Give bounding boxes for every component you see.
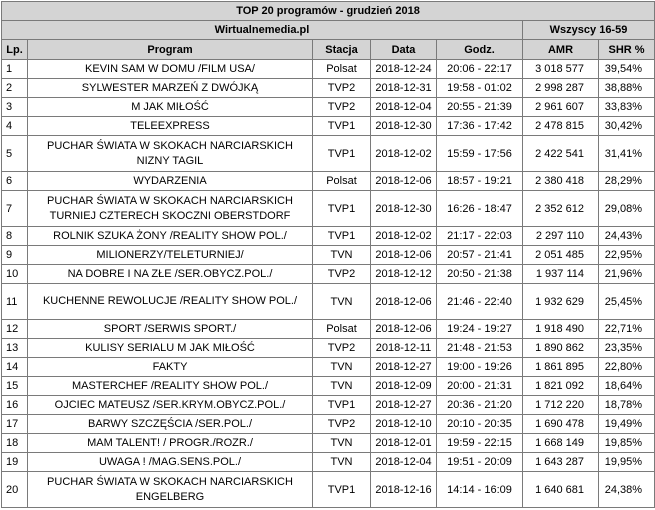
table-body: [2, 60, 655, 508]
cell-stacja: TVP2: [313, 98, 371, 117]
cell-stacja: TVN: [313, 453, 371, 472]
cell-shr: 25,45%: [599, 284, 655, 320]
cell-amr: 3 018 577: [523, 60, 599, 79]
cell-amr: 1 690 478: [523, 415, 599, 434]
cell-godz: 20:36 - 21:20: [437, 396, 523, 415]
cell-shr: 19,49%: [599, 415, 655, 434]
cell-shr: 24,38%: [599, 472, 655, 508]
cell-program: SPORT /SERWIS SPORT./: [28, 320, 313, 339]
cell-shr: 22,71%: [599, 320, 655, 339]
table-row: [2, 339, 655, 358]
cell-data: 2018-12-06: [371, 246, 437, 265]
cell-program: NA DOBRE I NA ZŁE /SER.OBYCZ.POL./: [28, 265, 313, 284]
cell-program: TELEEXPRESS: [28, 117, 313, 136]
cell-data: 2018-12-27: [371, 358, 437, 377]
cell-godz: 16:26 - 18:47: [437, 191, 523, 227]
cell-stacja: TVP2: [313, 79, 371, 98]
cell-amr: 2 478 815: [523, 117, 599, 136]
cell-lp: 14: [2, 358, 28, 377]
cell-data: 2018-12-30: [371, 117, 437, 136]
table-row: [2, 265, 655, 284]
cell-program: M JAK MIŁOŚĆ: [28, 98, 313, 117]
table-row: [2, 358, 655, 377]
cell-lp: 6: [2, 172, 28, 191]
table-row: [2, 172, 655, 191]
cell-lp: 16: [2, 396, 28, 415]
cell-program: KEVIN SAM W DOMU /FILM USA/: [28, 60, 313, 79]
table-row: [2, 227, 655, 246]
column-header-godz: Godz.: [437, 40, 523, 60]
cell-data: 2018-12-12: [371, 265, 437, 284]
table-row: [2, 396, 655, 415]
table-row: [2, 98, 655, 117]
cell-shr: 18,78%: [599, 396, 655, 415]
cell-data: 2018-12-10: [371, 415, 437, 434]
cell-amr: 1 937 114: [523, 265, 599, 284]
column-header-amr: AMR: [523, 40, 599, 60]
cell-program: KUCHENNE REWOLUCJE /REALITY SHOW POL./: [28, 284, 313, 320]
cell-lp: 11: [2, 284, 28, 320]
table-row: [2, 60, 655, 79]
cell-godz: 19:51 - 20:09: [437, 453, 523, 472]
cell-stacja: Polsat: [313, 320, 371, 339]
cell-amr: 2 422 541: [523, 136, 599, 172]
cell-lp: 3: [2, 98, 28, 117]
cell-data: 2018-12-24: [371, 60, 437, 79]
cell-shr: 38,88%: [599, 79, 655, 98]
table-row: [2, 191, 655, 227]
cell-shr: 19,95%: [599, 453, 655, 472]
cell-shr: 39,54%: [599, 60, 655, 79]
cell-shr: 24,43%: [599, 227, 655, 246]
cell-godz: 15:59 - 17:56: [437, 136, 523, 172]
cell-amr: 1 821 092: [523, 377, 599, 396]
cell-amr: 1 890 862: [523, 339, 599, 358]
cell-data: 2018-12-31: [371, 79, 437, 98]
cell-shr: 31,41%: [599, 136, 655, 172]
cell-godz: 19:00 - 19:26: [437, 358, 523, 377]
cell-program: BARWY SZCZĘŚCIA /SER.POL./: [28, 415, 313, 434]
cell-data: 2018-12-02: [371, 227, 437, 246]
cell-amr: 1 643 287: [523, 453, 599, 472]
cell-godz: 19:59 - 22:15: [437, 434, 523, 453]
cell-program: MILIONERZY/TELETURNIEJ/: [28, 246, 313, 265]
cell-data: 2018-12-11: [371, 339, 437, 358]
cell-amr: 2 380 418: [523, 172, 599, 191]
cell-amr: 1 918 490: [523, 320, 599, 339]
table-row: [2, 320, 655, 339]
table-row: [2, 284, 655, 320]
cell-data: 2018-12-06: [371, 284, 437, 320]
cell-lp: 2: [2, 79, 28, 98]
cell-amr: 2 297 110: [523, 227, 599, 246]
cell-godz: 14:14 - 16:09: [437, 472, 523, 508]
cell-data: 2018-12-04: [371, 98, 437, 117]
cell-amr: 1 640 681: [523, 472, 599, 508]
cell-shr: 28,29%: [599, 172, 655, 191]
cell-shr: 30,42%: [599, 117, 655, 136]
cell-godz: 20:55 - 21:39: [437, 98, 523, 117]
cell-program: UWAGA ! /MAG.SENS.POL./: [28, 453, 313, 472]
cell-lp: 8: [2, 227, 28, 246]
cell-lp: 19: [2, 453, 28, 472]
cell-stacja: TVN: [313, 246, 371, 265]
column-header-program: Program: [28, 40, 313, 60]
cell-program: OJCIEC MATEUSZ /SER.KRYM.OBYCZ.POL./: [28, 396, 313, 415]
cell-stacja: TVP2: [313, 415, 371, 434]
cell-lp: 20: [2, 472, 28, 508]
table-row: [2, 246, 655, 265]
cell-godz: 20:57 - 21:41: [437, 246, 523, 265]
cell-godz: 21:17 - 22:03: [437, 227, 523, 246]
cell-lp: 15: [2, 377, 28, 396]
cell-stacja: TVN: [313, 358, 371, 377]
cell-program: PUCHAR ŚWIATA W SKOKACH NARCIARSKICH ENGELBERG: [28, 472, 313, 508]
cell-shr: 33,83%: [599, 98, 655, 117]
cell-amr: 2 998 287: [523, 79, 599, 98]
cell-godz: 21:48 - 21:53: [437, 339, 523, 358]
cell-program: ROLNIK SZUKA ŻONY /REALITY SHOW POL./: [28, 227, 313, 246]
table-row: [2, 472, 655, 508]
cell-stacja: TVP1: [313, 117, 371, 136]
cell-godz: 20:50 - 21:38: [437, 265, 523, 284]
column-header-shr: SHR %: [599, 40, 655, 60]
cell-stacja: TVP1: [313, 136, 371, 172]
cell-shr: 22,80%: [599, 358, 655, 377]
cell-amr: 2 961 607: [523, 98, 599, 117]
cell-amr: 1 932 629: [523, 284, 599, 320]
column-header-stacja: Stacja: [313, 40, 371, 60]
cell-data: 2018-12-27: [371, 396, 437, 415]
cell-amr: 1 712 220: [523, 396, 599, 415]
cell-lp: 13: [2, 339, 28, 358]
cell-data: 2018-12-16: [371, 472, 437, 508]
cell-godz: 20:06 - 22:17: [437, 60, 523, 79]
cell-lp: 9: [2, 246, 28, 265]
cell-stacja: TVP2: [313, 265, 371, 284]
table-row: [2, 377, 655, 396]
cell-stacja: TVP2: [313, 339, 371, 358]
cell-lp: 18: [2, 434, 28, 453]
cell-stacja: TVN: [313, 434, 371, 453]
cell-godz: 19:24 - 19:27: [437, 320, 523, 339]
cell-godz: 17:36 - 17:42: [437, 117, 523, 136]
cell-lp: 12: [2, 320, 28, 339]
cell-data: 2018-12-02: [371, 136, 437, 172]
cell-program: WYDARZENIA: [28, 172, 313, 191]
cell-stacja: TVP1: [313, 191, 371, 227]
ranking-table: [1, 1, 655, 508]
cell-godz: 18:57 - 19:21: [437, 172, 523, 191]
column-header-data: Data: [371, 40, 437, 60]
cell-lp: 5: [2, 136, 28, 172]
column-header-lp: Lp.: [2, 40, 28, 60]
cell-lp: 4: [2, 117, 28, 136]
source-label: Wirtualnemedia.pl: [2, 21, 523, 40]
cell-shr: 19,85%: [599, 434, 655, 453]
cell-program: PUCHAR ŚWIATA W SKOKACH NARCIARSKICH NIZNY TAGIL: [28, 136, 313, 172]
cell-amr: 2 352 612: [523, 191, 599, 227]
cell-program: MASTERCHEF /REALITY SHOW POL./: [28, 377, 313, 396]
cell-shr: 22,95%: [599, 246, 655, 265]
cell-godz: 21:46 - 22:40: [437, 284, 523, 320]
table-row: [2, 136, 655, 172]
cell-data: 2018-12-06: [371, 172, 437, 191]
cell-lp: 17: [2, 415, 28, 434]
cell-shr: 29,08%: [599, 191, 655, 227]
cell-stacja: TVN: [313, 284, 371, 320]
cell-amr: 2 051 485: [523, 246, 599, 265]
cell-program: KULISY SERIALU M JAK MIŁOŚĆ: [28, 339, 313, 358]
cell-lp: 10: [2, 265, 28, 284]
cell-lp: 7: [2, 191, 28, 227]
cell-shr: 23,35%: [599, 339, 655, 358]
cell-data: 2018-12-09: [371, 377, 437, 396]
cell-stacja: TVN: [313, 377, 371, 396]
audience-group-label: Wszyscy 16-59: [523, 21, 655, 40]
cell-data: 2018-12-04: [371, 453, 437, 472]
cell-stacja: TVP1: [313, 227, 371, 246]
table-row: [2, 434, 655, 453]
cell-program: MAM TALENT! / PROGR./ROZR./: [28, 434, 313, 453]
cell-data: 2018-12-30: [371, 191, 437, 227]
cell-godz: 19:58 - 01:02: [437, 79, 523, 98]
table-row: [2, 79, 655, 98]
cell-godz: 20:10 - 20:35: [437, 415, 523, 434]
cell-shr: 21,96%: [599, 265, 655, 284]
cell-stacja: TVP1: [313, 396, 371, 415]
cell-stacja: Polsat: [313, 172, 371, 191]
table-row: [2, 415, 655, 434]
table-title: TOP 20 programów - grudzień 2018: [2, 2, 655, 21]
cell-godz: 20:00 - 21:31: [437, 377, 523, 396]
table-row: [2, 453, 655, 472]
cell-shr: 18,64%: [599, 377, 655, 396]
table-row: [2, 117, 655, 136]
cell-lp: 1: [2, 60, 28, 79]
cell-stacja: Polsat: [313, 60, 371, 79]
cell-amr: 1 861 895: [523, 358, 599, 377]
cell-program: SYLWESTER MARZEŃ Z DWÓJKĄ: [28, 79, 313, 98]
cell-data: 2018-12-06: [371, 320, 437, 339]
cell-program: PUCHAR ŚWIATA W SKOKACH NARCIARSKICH TURNIEJ CZTERECH SKOCZNI OBERSTDORF: [28, 191, 313, 227]
cell-program: FAKTY: [28, 358, 313, 377]
cell-data: 2018-12-01: [371, 434, 437, 453]
cell-amr: 1 668 149: [523, 434, 599, 453]
cell-stacja: TVP1: [313, 472, 371, 508]
